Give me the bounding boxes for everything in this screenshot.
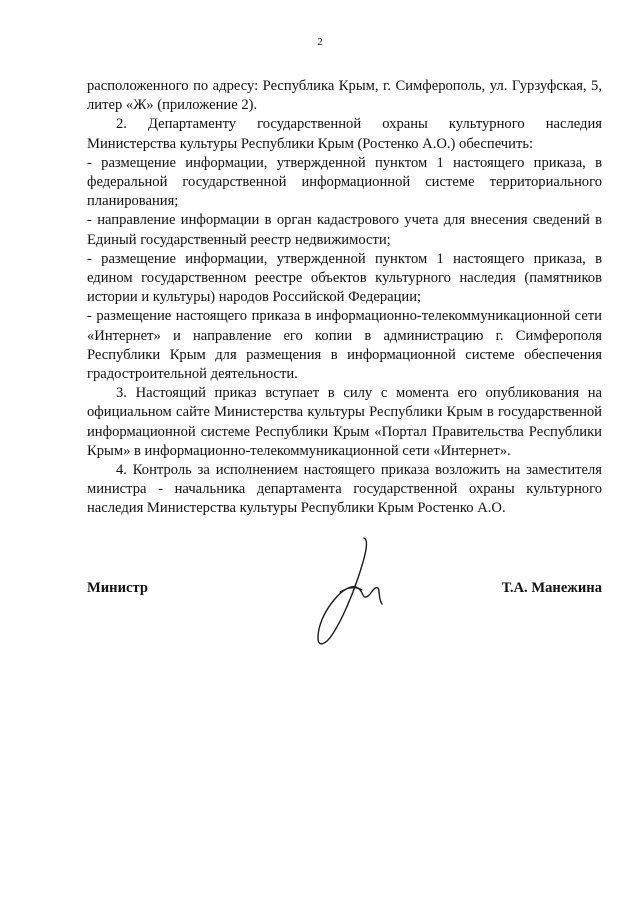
signatory-title: Министр <box>87 580 148 596</box>
paragraph-continuation: расположенного по адресу: Республика Крым, г. Симферополь, ул. Гурзуфская, 5, литер «Ж» (приложение 2). <box>87 78 602 114</box>
paragraph-item-3: 3. Настоящий приказ вступает в силу с момента его опубликования на официальном сайте Министерства культуры Республики Крым в государственной информационной системе Республики Крым «Портал Правительства Республики Крым» в информационно-телекоммуникационной сети «Интернет». <box>87 385 602 459</box>
list-item-fgis-tp: - размещение информации, утвержденной пунктом 1 настоящего приказа, в федеральной государственной информационной системе территориального планирования; <box>87 154 602 210</box>
page-number: 2 <box>317 36 323 48</box>
signatory-name: Т.А. Манежина <box>501 580 602 596</box>
list-item-internet-publication: - размещение настоящего приказа в информационно-телекоммуникационной сети «Интернет» и направление его копии в администрацию г. Симферополя Республики Крым для размещения в информационной системе обеспечения градостроительной деятельности. <box>87 308 602 383</box>
list-item-cadastral: - направление информации в орган кадастрового учета для внесения сведений в Единый государственный реестр недвижимости; <box>87 212 602 248</box>
paragraph-item-2: 2. Департаменту государственной охраны культурного наследия Министерства культуры Республики Крым (Ростенко А.О.) обеспечить: <box>87 116 602 152</box>
paragraph-item-4: 4. Контроль за исполнением настоящего приказа возложить на заместителя министра - начальника департамента государственной охраны культурного наследия Министерства культуры Республики Крым Ростенко А.О. <box>87 462 602 517</box>
handwritten-signature <box>312 530 392 660</box>
list-item-heritage-registry: - размещение информации, утвержденной пунктом 1 настоящего приказа, в едином государственном реестре объектов культурного наследия (памятников истории и культуры) народов Российской Федерации; <box>87 250 602 306</box>
document-body <box>87 77 602 519</box>
